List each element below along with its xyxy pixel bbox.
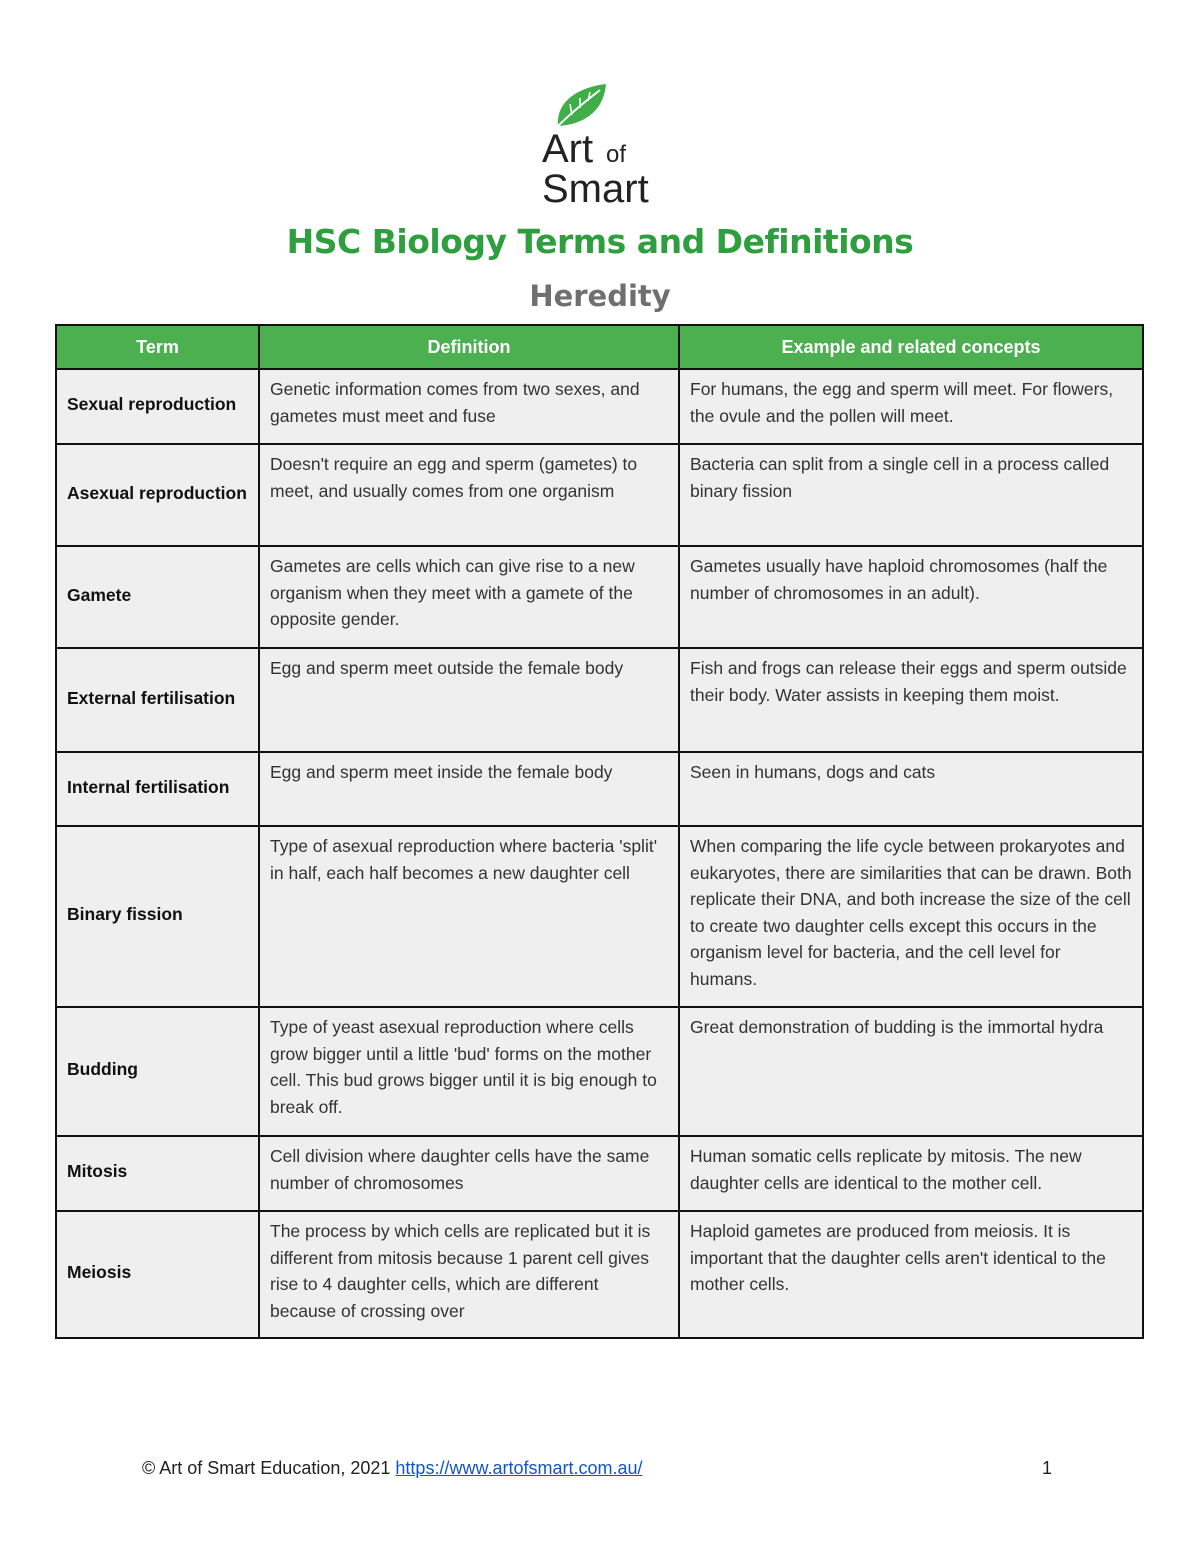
table-row — [56, 1211, 1143, 1338]
example-cell: Human somatic cells replicate by mitosis. The new daughter cells are identical to the mother cell. — [679, 1136, 1143, 1211]
logo-text-of: of — [606, 141, 627, 168]
definition-cell: Gametes are cells which can give rise to a new organism when they meet with a gamete of the opposite gender. — [259, 546, 679, 648]
definition-cell: Type of yeast asexual reproduction where cells grow bigger until a little 'bud' forms on the mother cell. This bud grows bigger until it is big enough to break off. — [259, 1007, 679, 1136]
example-cell: Fish and frogs can release their eggs and sperm outside their body. Water assists in keeping them moist. — [679, 648, 1143, 752]
definition-cell: The process by which cells are replicated but it is different from mitosis because 1 parent cell gives rise to 4 daughter cells, which are different because of crossing over — [259, 1211, 679, 1338]
logo-text-smart: Smart — [542, 167, 649, 206]
definition-cell: Egg and sperm meet outside the female body — [259, 648, 679, 752]
term-cell: Budding — [56, 1007, 259, 1136]
table-row — [56, 369, 1143, 444]
table-header-row — [56, 325, 1143, 369]
page-subtitle: Heredity — [529, 279, 671, 313]
website-link[interactable]: https://www.artofsmart.com.au/ — [395, 1458, 643, 1478]
example-cell: Haploid gametes are produced from meiosis. It is important that the daughter cells aren't identical to the mother cells. — [679, 1211, 1143, 1338]
column-header-example: Example and related concepts — [679, 325, 1143, 369]
column-header-definition: Definition — [259, 325, 679, 369]
term-cell: Asexual reproduction — [56, 444, 259, 546]
page-title: HSC Biology Terms and Definitions — [286, 222, 914, 261]
logo-text-art: Art — [542, 127, 594, 171]
definition-cell: Doesn't require an egg and sperm (gametes) to meet, and usually comes from one organism — [259, 444, 679, 546]
example-cell: Bacteria can split from a single cell in a process called binary fission — [679, 444, 1143, 546]
term-cell: External fertilisation — [56, 648, 259, 752]
page-number: 1 — [1042, 1458, 1053, 1478]
footer-copyright: © Art of Smart Education, 2021 — [142, 1458, 391, 1478]
term-cell: Gamete — [56, 546, 259, 648]
term-cell: Meiosis — [56, 1211, 259, 1338]
table-row — [56, 752, 1143, 826]
leaf-icon — [552, 82, 608, 130]
table-row — [56, 1007, 1143, 1136]
term-cell: Internal fertilisation — [56, 752, 259, 826]
definition-cell: Type of asexual reproduction where bacteria 'split' in half, each half becomes a new daughter cell — [259, 826, 679, 1007]
example-cell: Seen in humans, dogs and cats — [679, 752, 1143, 826]
logo-wordmark — [540, 126, 662, 206]
example-cell: For humans, the egg and sperm will meet. For flowers, the ovule and the pollen will meet. — [679, 369, 1143, 444]
term-cell: Sexual reproduction — [56, 369, 259, 444]
table-row — [56, 648, 1143, 752]
example-cell: Great demonstration of budding is the immortal hydra — [679, 1007, 1143, 1136]
table-row — [56, 546, 1143, 648]
example-cell: Gametes usually have haploid chromosomes (half the number of chromosomes in an adult). — [679, 546, 1143, 648]
definition-cell: Cell division where daughter cells have the same number of chromosomes — [259, 1136, 679, 1211]
terms-table — [55, 324, 1144, 1339]
term-cell: Mitosis — [56, 1136, 259, 1211]
art-of-smart-logo — [540, 82, 662, 206]
footer — [142, 1458, 643, 1479]
definition-cell: Genetic information comes from two sexes, and gametes must meet and fuse — [259, 369, 679, 444]
table-row — [56, 444, 1143, 546]
term-cell: Binary fission — [56, 826, 259, 1007]
column-header-term: Term — [56, 325, 259, 369]
table-row — [56, 1136, 1143, 1211]
example-cell: When comparing the life cycle between prokaryotes and eukaryotes, there are similarities that can be drawn. Both replicate their DNA, and both increase the size of the cell to create two daughter cells except this occurs in the organism level for bacteria, and the cell level for humans. — [679, 826, 1143, 1007]
table-row — [56, 826, 1143, 1007]
definition-cell: Egg and sperm meet inside the female body — [259, 752, 679, 826]
